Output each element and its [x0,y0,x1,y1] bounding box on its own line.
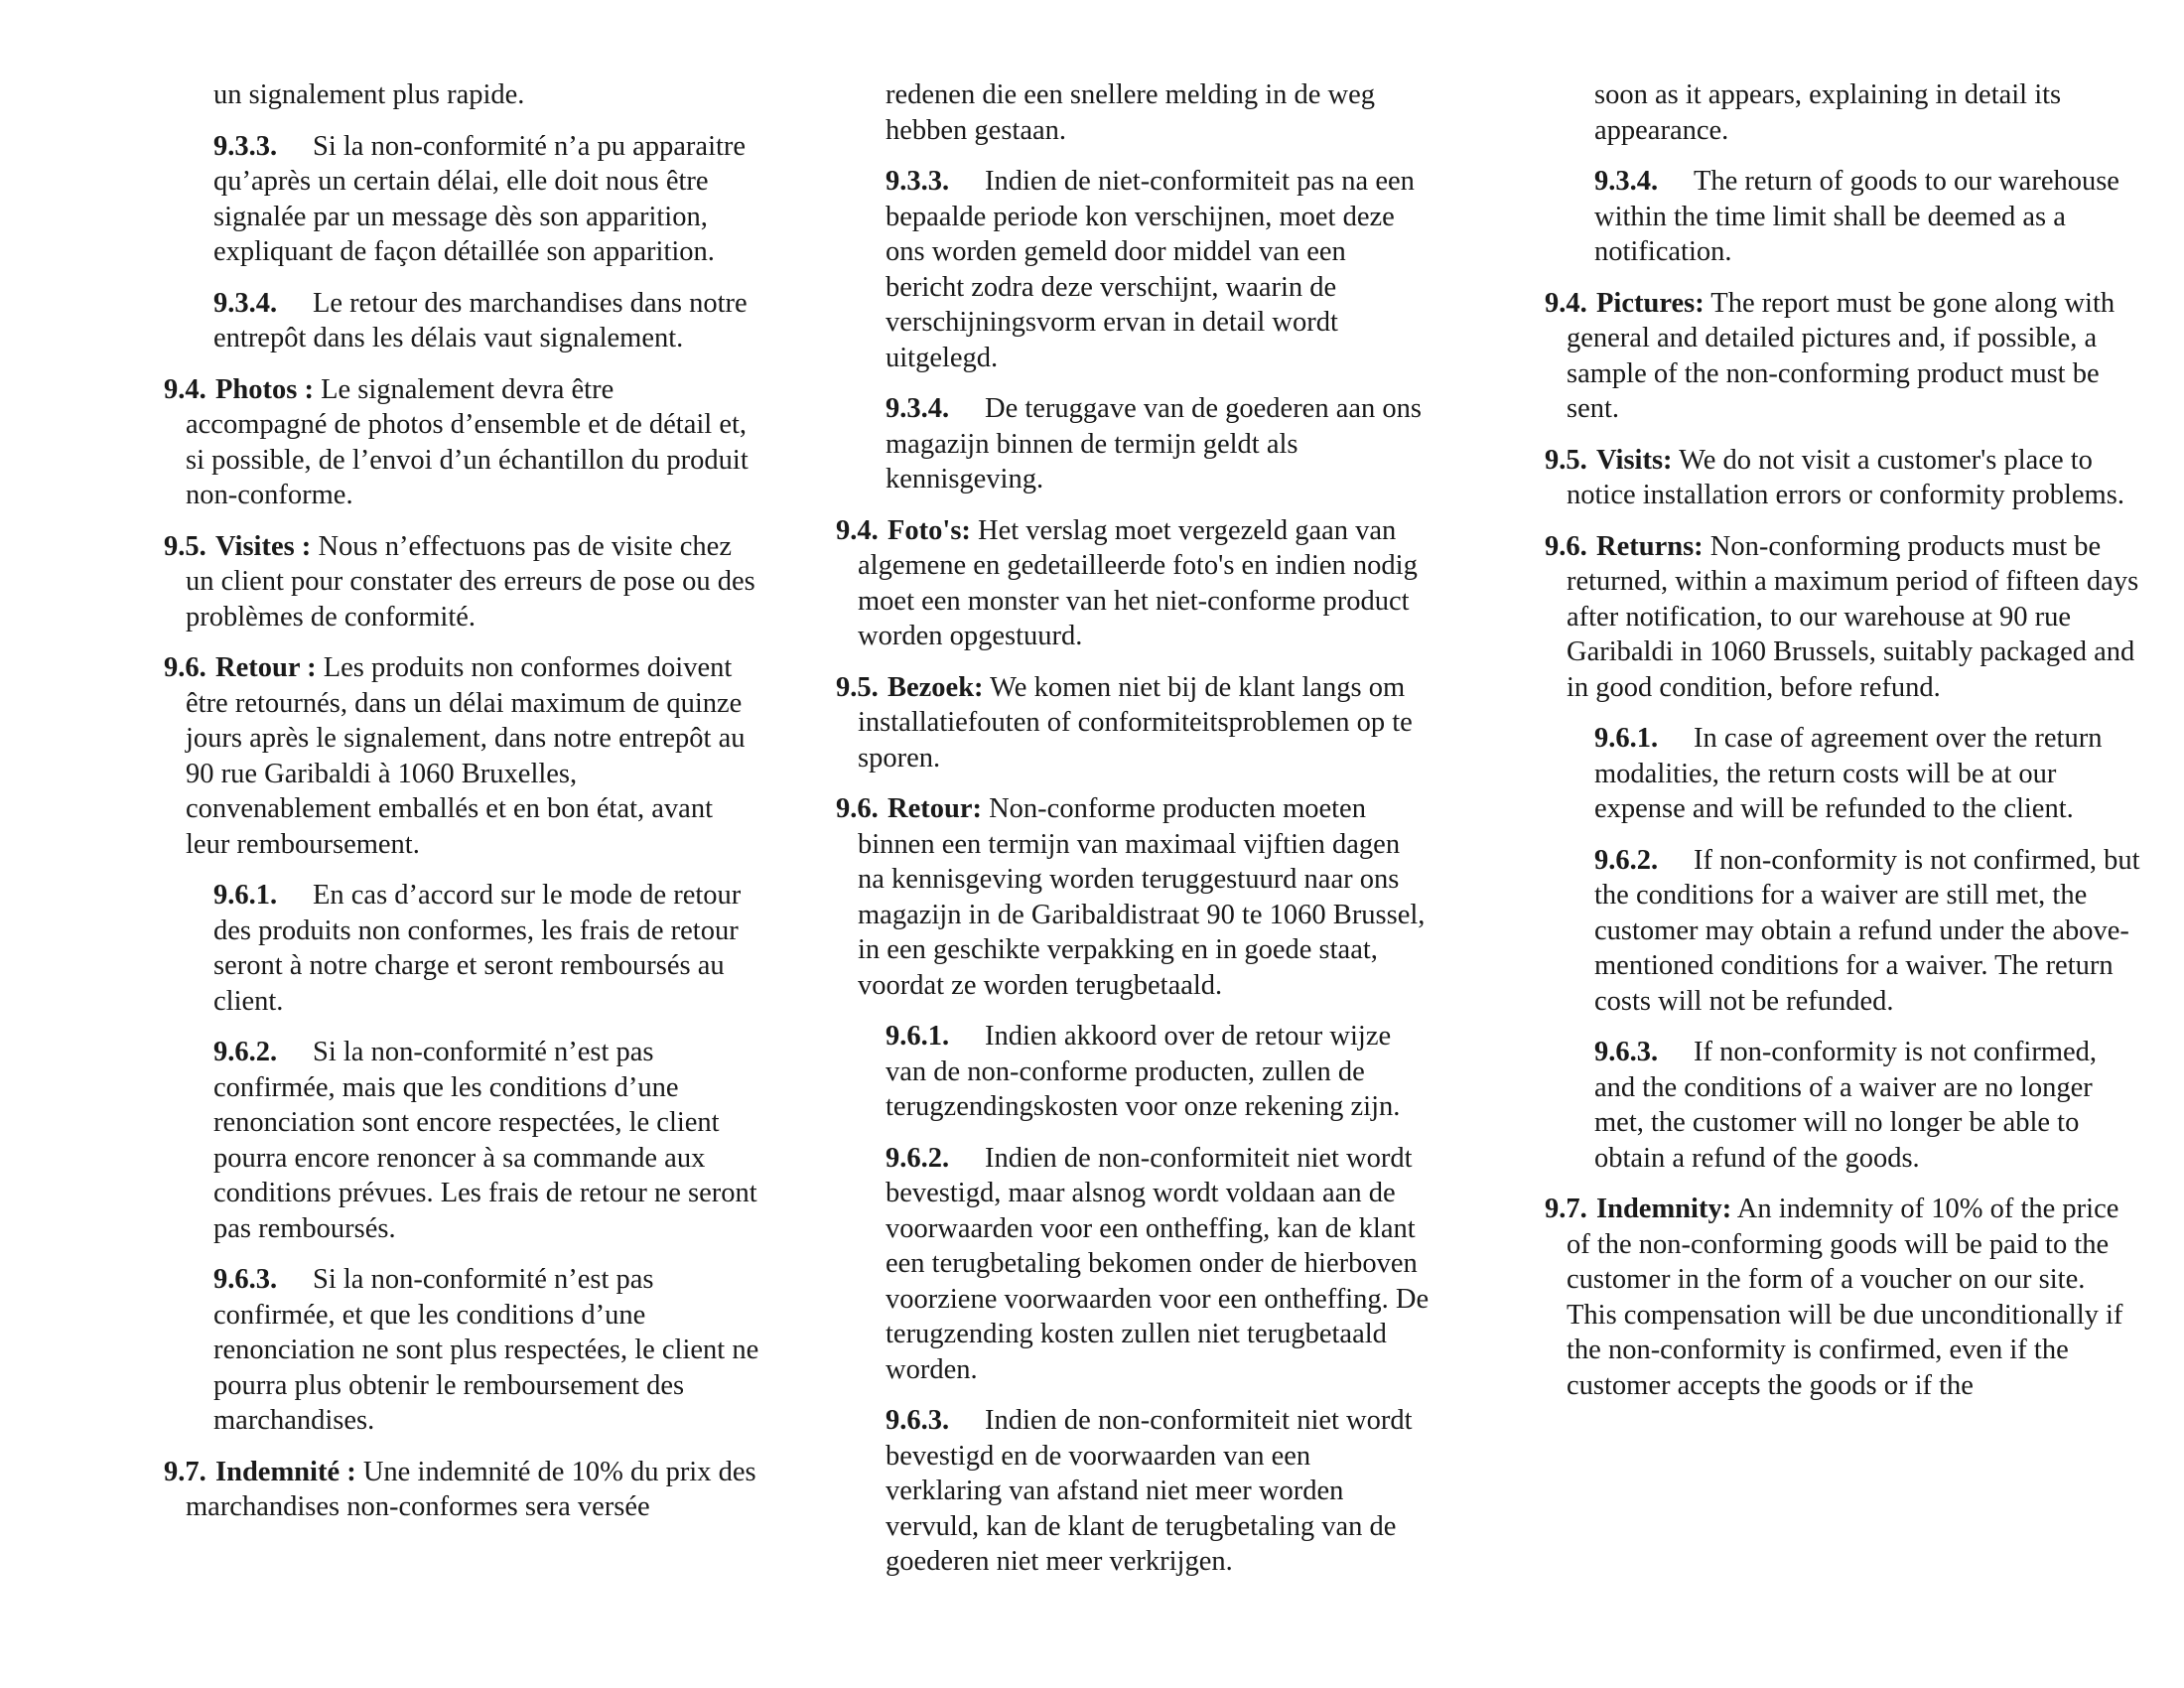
clause-number: 9.7. [164,1456,206,1487]
clause-text: Non-conforming products must be returned, within a maximum period of fifteen days after notification, to our warehouse at 90 rue Garibaldi in 1060 Brussels, suitably packaged and in good condition, before refund. [1567,530,2139,703]
clause-9-5 [836,670,1432,776]
clause-heading: Bezoek: [887,671,984,703]
clause-heading: Visites : [215,530,312,562]
column-french [164,77,759,1541]
clause-text: If non-conformity is not confirmed, and the conditions of a waiver are no longer met, the customer will no longer be able to obtain a refund of the goods. [1594,1037,2098,1174]
clause-number: 9.4. [1545,287,1587,319]
clause-9-6-1 [213,878,759,1019]
clause-heading: Returns: [1596,530,1704,562]
clause-number: 9.5. [164,530,206,562]
clause-9-6 [1545,529,2140,706]
clause-heading: Retour : [215,652,317,683]
clause-heading: Photos : [215,373,314,405]
clause-9-6-2 [1594,843,2140,1020]
paragraph-continuation: soon as it appears, explaining in detail its appearance. [1594,79,2062,146]
clause-number: 9.6.3. [886,1405,950,1436]
clause-number: 9.3.3. [886,166,950,197]
clause-number: 9.6.3. [213,1264,278,1295]
clause-text: Non-conforme producten moeten binnen een termijn van maximaal vijftien dagen na kennisgeving worden teruggestuurd naar ons magazijn in de Garibaldistraat 90 te 1060 Brussel, in een geschikte verpakking en in goede staat, voordat ze worden terugbetaald. [858,793,1426,1001]
clause-text: Indien de non-conformiteit niet wordt bevestigd, maar alsnog wordt voldaan aan de voorwaarden voor een ontheffing, kan de klant een terugbetaling bekomen onder de hierboven voorziene voorwaarden voor een ontheffing. De terugzending kosten zullen niet terugbetaald worden. [886,1142,1430,1385]
clause-9-6 [164,650,759,862]
paragraph-continuation: un signalement plus rapide. [213,79,525,110]
clause-text: Si la non-conformité n’a pu apparaitre qu’après un certain délai, elle doit nous être signalée par un message dès son apparition, expliquant de façon détaillée son apparition. [213,130,747,267]
clause-text: We komen niet bij de klant langs om installatiefouten of conformiteitsproblemen op te sporen. [858,671,1413,774]
clause-9-4 [836,513,1432,654]
clause-heading: Indemnité : [215,1456,356,1487]
clause-9-6-3 [886,1403,1432,1580]
clause-heading: Indemnity: [1596,1194,1732,1224]
clause-text: Les produits non conformes doivent être retournés, dans un délai maximum de quinze jours après le signalement, dans notre entrepôt au 90 rue Garibaldi à 1060 Bruxelles, convenablement emballés et en bon état, avant leur remboursement. [186,652,746,860]
clause-text: Si la non-conformité n’est pas confirmée, et que les conditions d’une renonciation ne sont plus respectées, le client ne pourra plus obtenir le remboursement des marchandises. [213,1264,759,1436]
clause-number: 9.3.4. [1594,166,1659,197]
clause-9-6-1 [886,1019,1432,1125]
clause-number: 9.3.4. [213,287,278,319]
clause-text: If non-conformity is not confirmed, but the conditions for a waiver are still met, the customer may obtain a refund under the above-mentioned conditions for a waiver. The return costs will not be refunded. [1594,844,2140,1017]
clause-9-3-4 [213,286,759,356]
clause-number: 9.6. [1545,530,1587,562]
clause-text: Le signalement devra être accompagné de photos d’ensemble et de détail et, si possible, de l’envoi d’un échantillon du produit non-conforme. [186,373,749,510]
clause-9-6-1 [1594,721,2140,827]
clause-9-6-2 [213,1035,759,1246]
clause-number: 9.6.2. [213,1037,278,1067]
clause-text: The report must be gone along with general and detailed pictures and, if possible, a sample of the non-conforming product must be sent. [1567,287,2116,424]
clause-number: 9.3.4. [886,393,950,424]
clause-number: 9.7. [1545,1194,1587,1224]
clause-9-3-3 [213,129,759,270]
clause-9-3-4 [1594,164,2140,270]
clause-9-7 [1545,1192,2140,1403]
clause-text: We do not visit a customer's place to notice installation errors or conformity problems. [1567,444,2124,510]
clause-text: De teruggave van de goederen aan ons magazijn binnen de termijn geldt als kennisgeving. [886,393,1422,494]
clause-9-6 [836,791,1432,1003]
clause-text: Le retour des marchandises dans notre entrepôt dans les délais vaut signalement. [213,287,748,353]
clause-9-3-3 [886,164,1432,375]
clause-text: En cas d’accord sur le mode de retour des produits non conformes, les frais de retour seront à notre charge et seront remboursés au client. [213,880,742,1017]
clause-text: In case of agreement over the return modalities, the return costs will be at our expense and will be refunded to the client. [1594,723,2103,824]
clause-number: 9.4. [164,373,206,405]
clause-heading: Retour: [887,793,982,824]
clause-9-3-4 [886,391,1432,497]
clause-number: 9.6.3. [1594,1037,1659,1067]
clause-number: 9.4. [836,514,879,546]
column-english [1545,77,2140,1419]
clause-number: 9.6.2. [1594,844,1659,876]
clause-number: 9.6.2. [886,1142,950,1174]
clause-number: 9.5. [836,671,879,703]
clause-number: 9.6.1. [1594,723,1659,754]
clause-text: Het verslag moet vergezeld gaan van algemene en gedetailleerde foto's en indien nodig moet een monster van het niet-conforme product worden opgestuurd. [858,514,1418,651]
clause-text: Nous n’effectuons pas de visite chez un client pour constater des erreurs de pose ou des problèmes de conformité. [186,530,755,633]
clause-number: 9.6. [836,793,879,824]
clause-9-6-3 [1594,1035,2140,1176]
clause-number: 9.6. [164,652,206,683]
column-dutch [836,77,1432,1596]
clause-9-5 [164,529,759,635]
clause-text: Indien de niet-conformiteit pas na een bepaalde periode kon verschijnen, moet deze ons worden gemeld door middel van een bericht zodra deze verschijnt, waarin de verschijningsvorm ervan in detail wordt uitgelegd. [886,166,1415,373]
clause-heading: Pictures: [1596,287,1705,319]
clause-text: Indien de non-conformiteit niet wordt bevestigd en de voorwaarden van een verklaring van afstand niet meer worden vervuld, kan de klant de terugbetaling van de goederen niet meer verkrijgen. [886,1405,1413,1577]
clause-text: Une indemnité de 10% du prix des marchandises non-conformes sera versée [186,1456,756,1522]
clause-9-4 [164,372,759,513]
clause-number: 9.6.1. [886,1021,950,1052]
clause-9-6-3 [213,1262,759,1439]
clause-9-6-2 [886,1141,1432,1388]
clause-number: 9.6.1. [213,880,278,911]
clause-9-4 [1545,286,2140,427]
clause-heading: Foto's: [887,514,971,546]
clause-9-5 [1545,443,2140,513]
clause-text: Indien akkoord over de retour wijze van de non-conforme producten, zullen de terugzendingskosten voor onze rekening zijn. [886,1021,1401,1122]
clause-number: 9.3.3. [213,130,278,162]
clause-number: 9.5. [1545,444,1587,476]
clause-text: The return of goods to our warehouse within the time limit shall be deemed as a notification. [1594,166,2119,267]
clause-9-7 [164,1455,759,1525]
clause-text: Si la non-conformité n’est pas confirmée, mais que les conditions d’une renonciation sont encore respectées, le client pourra encore renoncer à sa commande aux conditions prévues. Les frais de retour ne seront pas remboursés. [213,1037,757,1244]
paragraph-continuation: redenen die een snellere melding in de weg hebben gestaan. [886,79,1376,146]
clause-text: An indemnity of 10% of the price of the non-conforming goods will be paid to the customer in the form of a voucher on our site. This compensation will be due unconditionally if the non-conformity is confirmed, even if the customer accepts the goods or if the [1567,1194,2123,1401]
clause-heading: Visits: [1596,444,1673,476]
